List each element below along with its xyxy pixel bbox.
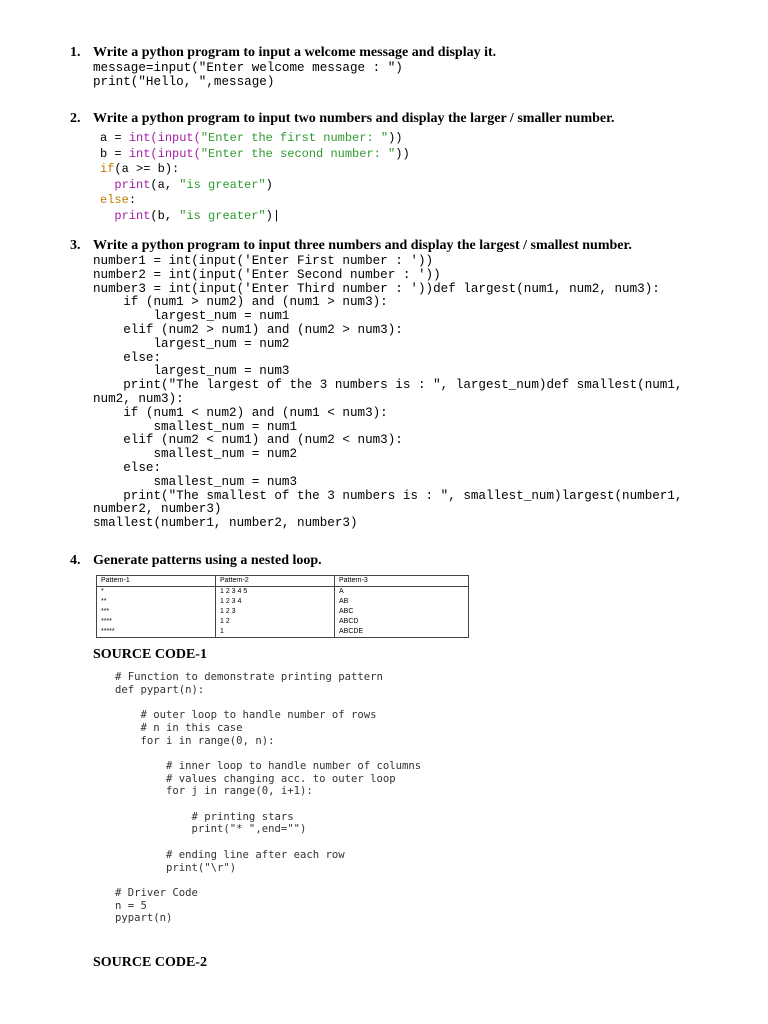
- table-cell: 1 2 3 4: [216, 597, 335, 607]
- source-code-2-heading: SOURCE CODE-2: [93, 955, 207, 970]
- table-cell: ABC: [335, 607, 469, 617]
- question-text: Write a python program to input a welcome message and display it.: [93, 45, 497, 60]
- table-cell: 1 2: [216, 617, 335, 627]
- question-number: 2.: [70, 111, 81, 126]
- question-text: Generate patterns using a nested loop.: [93, 553, 322, 568]
- table-cell: 1: [216, 627, 335, 638]
- table-row: [97, 607, 469, 617]
- source-code-1-image: # Function to demonstrate printing pattern def pypart(n): # outer loop to handle number of rows # n in this case for i in range(0, n): # inner loop to handle number of columns # values changing acc. to outer loop for j in range(0, i+1): # printing stars print("* ",end="") # ending line after each row print("\r") # Driver Code n = 5 pypart(n): [115, 671, 422, 925]
- table-cell: *****: [97, 627, 216, 638]
- question-2: [70, 111, 615, 127]
- question-number: 4.: [70, 553, 81, 568]
- q2-code-image: a = int(input("Enter the first number: ")) b = int(input("Enter the second number: ")) if(a >= b): print(a, "is greater") else: print(b, "is greater")|: [100, 131, 410, 223]
- table-cell: 1 2 3 4 5: [216, 587, 335, 598]
- question-number: 3.: [70, 238, 81, 253]
- table-cell: AB: [335, 597, 469, 607]
- table-cell: **: [97, 597, 216, 607]
- table-cell: ABCDE: [335, 627, 469, 638]
- table-row: [97, 597, 469, 607]
- table-cell: 1 2 3: [216, 607, 335, 617]
- question-3: [70, 238, 632, 254]
- question-text: Write a python program to input three numbers and display the largest / smallest number.: [93, 238, 632, 253]
- table-row: [97, 617, 469, 627]
- table-row: [97, 587, 469, 598]
- table-row: [97, 627, 469, 638]
- question-text: Write a python program to input two numbers and display the larger / smaller number.: [93, 111, 615, 126]
- table-cell: A: [335, 587, 469, 598]
- question-number: 1.: [70, 45, 81, 60]
- table-header: Pattern-3: [335, 576, 469, 587]
- table-header: Pattern-2: [216, 576, 335, 587]
- question-1: [70, 45, 496, 61]
- source-code-1-heading: SOURCE CODE-1: [93, 647, 207, 662]
- pattern-table: [96, 575, 469, 638]
- table-header-row: [97, 576, 469, 587]
- q1-code-block: message=input("Enter welcome message : ") print("Hello, ",message): [93, 61, 403, 89]
- q3-code-block: number1 = int(input('Enter First number : ')) number2 = int(input('Enter Second number : ')) number3 = int(input('Enter Third number : '))def largest(num1, num2, num3): if (num1 > num2) and (num1 > num3): largest_num = num1 elif (num2 > num1) and (num2 > num3): largest_num = num2 else: largest_num = num3 print("The largest of the 3 numbers is : ", largest_num)def smallest(num1, num2, num3): if (num1 < num2) and (num1 < num3): smallest_num = num1 elif (num2 < num1) and (num2 < num3): smallest_num = num2 else: smallest_num = num3 print("The smallest of the 3 numbers is : ", smallest_num)largest(number1, number2, number3) smallest(number1, number2, number3): [93, 254, 683, 531]
- table-cell: *: [97, 587, 216, 598]
- table-cell: ****: [97, 617, 216, 627]
- table-cell: ***: [97, 607, 216, 617]
- table-header: Pattern-1: [97, 576, 216, 587]
- table-cell: ABCD: [335, 617, 469, 627]
- question-4: [70, 553, 322, 569]
